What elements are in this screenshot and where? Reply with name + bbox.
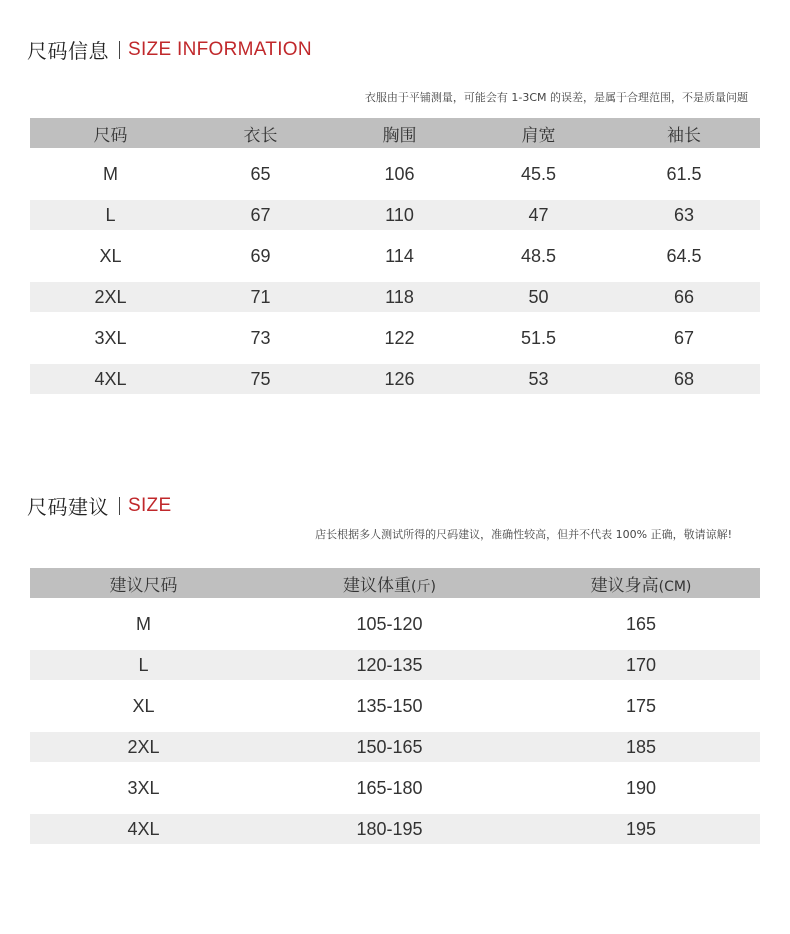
table-cell: M <box>136 613 151 634</box>
table-cell: 69 <box>250 245 271 266</box>
table-cell: 66 <box>673 286 695 307</box>
table-cell: 73 <box>250 327 271 348</box>
header-cell-suggested-size <box>30 571 257 596</box>
table-cell: 64.5 <box>666 245 702 266</box>
heading-divider <box>119 41 120 59</box>
table-cell: 165 <box>625 613 657 634</box>
heading-divider <box>119 497 120 515</box>
table-cell: 3XL <box>127 777 160 798</box>
header-unit: (斤) <box>411 578 436 595</box>
table-cell: M <box>103 163 118 184</box>
table-cell: 61.5 <box>666 163 702 184</box>
header-unit: (CM) <box>658 578 692 595</box>
table-row <box>30 364 760 394</box>
header-cell-suggested-height <box>522 571 760 596</box>
table-cell: 67 <box>673 327 695 348</box>
size-info-title-cn: 尺码信息 <box>27 39 109 63</box>
table-cell: 175 <box>625 695 657 716</box>
table-cell: L <box>138 654 149 675</box>
table-cell: 150-165 <box>356 736 423 757</box>
table-row <box>30 814 760 844</box>
size-info-table <box>30 118 760 394</box>
table-row <box>30 282 760 312</box>
table-row <box>30 773 760 803</box>
size-suggest-table <box>30 568 760 844</box>
table-cell: 2XL <box>127 736 160 757</box>
table-cell: 118 <box>385 286 414 307</box>
table-cell: 180-195 <box>356 818 423 839</box>
table-cell: 3XL <box>94 327 127 348</box>
table-cell: 75 <box>250 368 271 389</box>
table-cell: 185 <box>625 736 657 757</box>
table-cell: 190 <box>625 777 657 798</box>
table-cell: 110 <box>385 204 414 225</box>
table-row <box>30 323 760 353</box>
header-cell-length: 衣长 <box>243 125 278 146</box>
table-cell: 63 <box>673 204 695 225</box>
table-cell: 65 <box>250 163 271 184</box>
table-row <box>30 609 760 639</box>
size-suggest-title-en: SIZE <box>128 494 172 516</box>
size-suggest-note: 店长根据多人测试所得的尺码建议，准确性较高，但并不代表 100% 正确，敬请谅解! <box>315 528 732 541</box>
header-cell-sleeve: 袖长 <box>667 125 701 146</box>
table-cell: 120-135 <box>356 654 423 675</box>
table-cell: 53 <box>528 368 549 389</box>
table-cell: 4XL <box>127 818 160 839</box>
table-cell: 68 <box>673 368 695 389</box>
table-cell: 45.5 <box>520 163 557 184</box>
header-label: 建议尺码 <box>109 575 178 596</box>
header-cell-shoulder: 肩宽 <box>521 125 556 146</box>
table-cell: 2XL <box>94 286 127 307</box>
size-suggest-title-cn: 尺码建议 <box>27 495 109 519</box>
header-cell-size: 尺码 <box>93 125 128 146</box>
table-cell: L <box>105 204 116 225</box>
size-info-title-en: SIZE INFORMATION <box>128 38 312 60</box>
table-cell: 48.5 <box>520 245 557 266</box>
table-cell: 114 <box>385 245 414 266</box>
table-cell: 4XL <box>94 368 127 389</box>
table-cell: 106 <box>384 163 415 184</box>
header-cell-suggested-weight <box>257 571 522 596</box>
table-cell: XL <box>99 245 122 266</box>
table-row <box>30 159 760 189</box>
header-label: 建议身高 <box>590 575 659 596</box>
header-cell-chest: 胸围 <box>382 125 417 146</box>
table-cell: 135-150 <box>356 695 423 716</box>
table-cell: 165-180 <box>356 777 423 798</box>
header-label: 建议体重 <box>343 575 412 596</box>
table-cell: 50 <box>528 286 549 307</box>
table-cell: 71 <box>250 286 271 307</box>
size-info-note: 衣服由于平铺测量，可能会有 1-3CM 的误差，是属于合理范围，不是质量问题 <box>364 91 748 104</box>
table-cell: 51.5 <box>520 327 557 348</box>
table-cell: 105-120 <box>356 613 423 634</box>
table-cell: 195 <box>625 818 657 839</box>
table-row <box>30 241 760 271</box>
table-cell: 67 <box>250 204 271 225</box>
table-header-row <box>30 118 760 148</box>
table-cell: 47 <box>528 204 549 225</box>
table-row <box>30 650 760 680</box>
size-info-heading <box>27 35 312 64</box>
table-row <box>30 691 760 721</box>
table-cell: 170 <box>625 654 657 675</box>
table-cell: XL <box>132 695 155 716</box>
table-row <box>30 200 760 230</box>
table-cell: 122 <box>384 327 415 348</box>
table-cell: 126 <box>384 368 415 389</box>
table-header-row <box>30 568 760 598</box>
table-row <box>30 732 760 762</box>
size-suggest-heading <box>27 491 171 520</box>
